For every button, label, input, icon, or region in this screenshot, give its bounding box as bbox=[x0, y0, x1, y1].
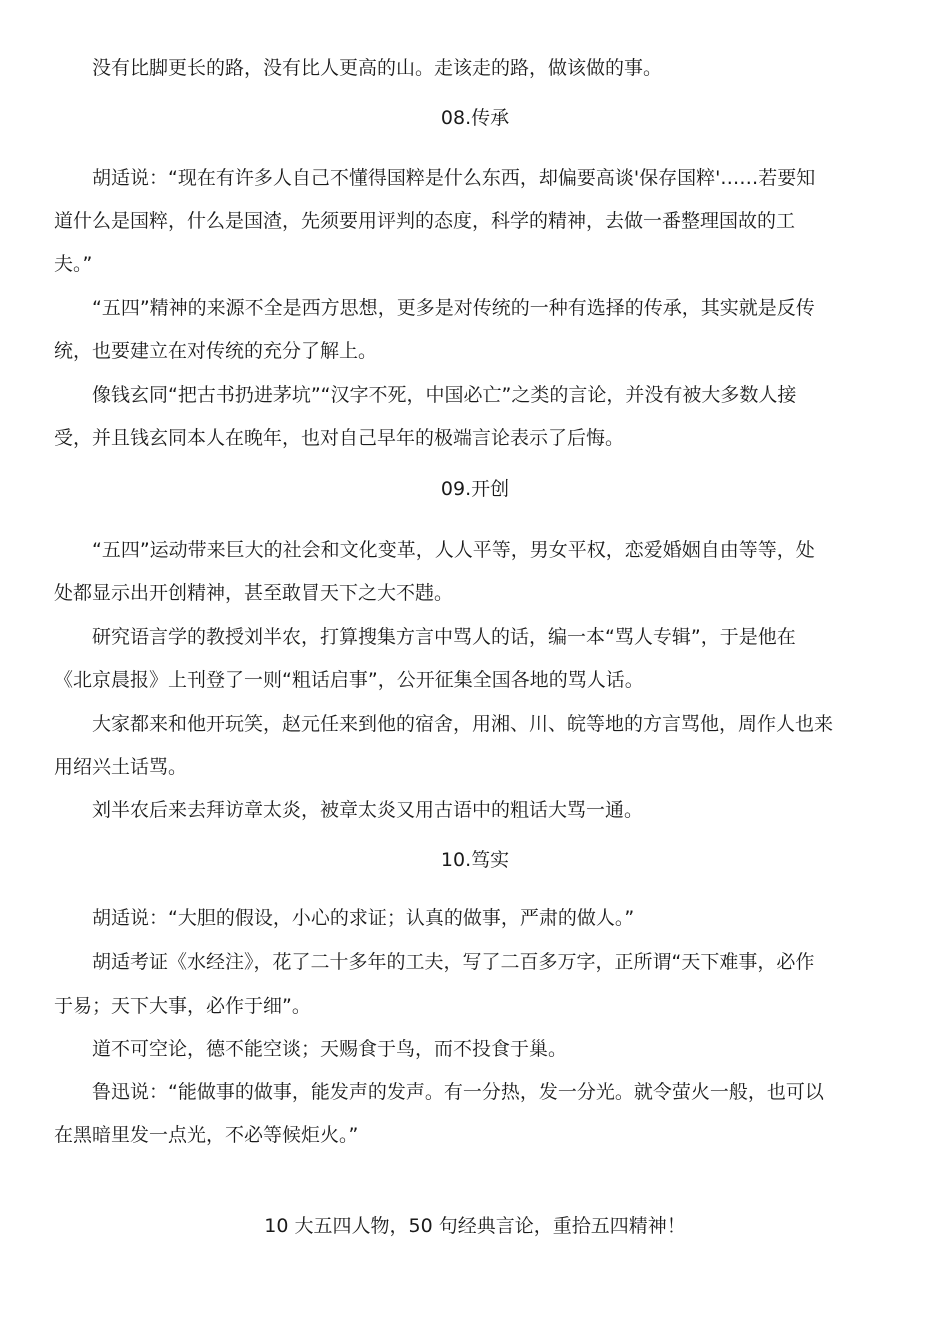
paragraph-line: 道什么是国粹，什么是国渣，先须要用评判的态度，科学的精神，去做一番整理国故的工 bbox=[54, 210, 796, 232]
paragraph-line: 刘半农后来去拜访章太炎，被章太炎又用古语中的粗话大骂一通。 bbox=[54, 799, 644, 821]
paragraph-line: 道不可空论，德不能空谈；天赐食于鸟，而不投食于巢。 bbox=[54, 1038, 568, 1060]
paragraph-line: 研究语言学的教授刘半农，打算搜集方言中骂人的话，编一本“骂人专辑”，于是他在 bbox=[54, 626, 796, 648]
section-heading-09: 09.开创 bbox=[440, 478, 510, 500]
paragraph-line: 《北京晨报》上刊登了一则“粗话启事”，公开征集全国各地的骂人话。 bbox=[54, 669, 644, 691]
paragraph-line: “五四”精神的来源不全是西方思想，更多是对传统的一种有选择的传承，其实就是反传 bbox=[54, 297, 815, 319]
closing-line: 10 大五四人物，50 句经典言论，重拾五四精神！ bbox=[264, 1215, 686, 1237]
paragraph-line: 胡适说：“现在有许多人自己不懂得国粹是什么东西，却偏要高谈'保存国粹'……若要知 bbox=[54, 167, 816, 189]
paragraph-line: 像钱玄同“把古书扔进茅坑”“汉字不死，中国必亡”之类的言论，并没有被大多数人接 bbox=[54, 384, 797, 406]
paragraph-line: 受，并且钱玄同本人在晚年，也对自己早年的极端言论表示了后悔。 bbox=[54, 427, 625, 449]
paragraph-line: 处都显示出开创精神，甚至敢冒天下之大不韪。 bbox=[54, 582, 454, 604]
paragraph-line: 在黑暗里发一点光，不必等候炬火。” bbox=[54, 1124, 359, 1146]
paragraph-line: 统，也要建立在对传统的充分了解上。 bbox=[54, 340, 378, 362]
paragraph-line: 没有比脚更长的路，没有比人更高的山。走该走的路，做该做的事。 bbox=[54, 57, 663, 79]
paragraph-line: 夫。” bbox=[54, 253, 93, 275]
section-heading-10: 10.笃实 bbox=[440, 849, 510, 871]
paragraph-line: 大家都来和他开玩笑，赵元任来到他的宿舍，用湘、川、皖等地的方言骂他，周作人也来 bbox=[54, 713, 834, 735]
paragraph-line: 用绍兴土话骂。 bbox=[54, 756, 188, 778]
paragraph-line: 胡适考证《水经注》，花了二十多年的工夫，写了二百多万字，正所谓“天下难事，必作 bbox=[54, 951, 815, 973]
paragraph-line: “五四”运动带来巨大的社会和文化变革，人人平等，男女平权，恋爱婚姻自由等等，处 bbox=[54, 539, 815, 561]
paragraph-line: 胡适说：“大胆的假设，小心的求证；认真的做事，严肃的做人。” bbox=[54, 907, 635, 929]
section-heading-08: 08.传承 bbox=[440, 107, 510, 129]
paragraph-line: 于易；天下大事，必作于细”。 bbox=[54, 995, 311, 1017]
paragraph-line: 鲁迅说：“能做事的做事，能发声的发声。有一分热，发一分光。就令萤火一般，也可以 bbox=[54, 1081, 824, 1103]
